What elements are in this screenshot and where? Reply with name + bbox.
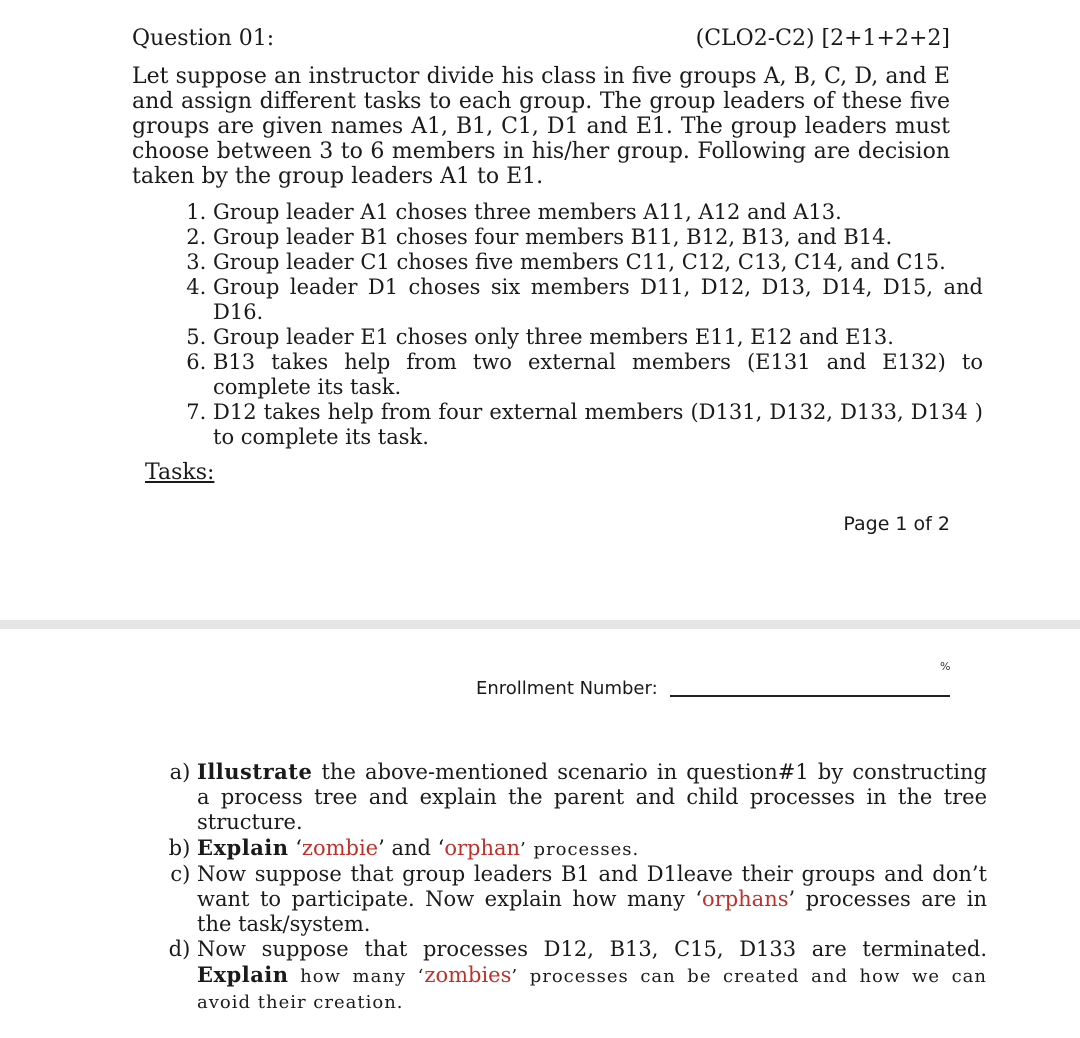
task-a-text: the above-mentioned scenario in question#1 by constructing a process tree and explain the parent and child processes in the tree structure. <box>197 760 987 834</box>
question-header <box>132 26 950 51</box>
task-d <box>197 937 987 1015</box>
task-b-quote: ‘ <box>288 836 302 860</box>
question-intro: Let suppose an instructor divide his class in five groups A, B, C, D, and E and assign different tasks to each group. The group leaders of these five groups are given names A1, B1, C1, D1 and E1. The group leaders must choose between 3 to 6 members in his/her group. Following are decision taken by the group leaders A1 to E1. <box>132 64 950 189</box>
task-d-text: Now suppose that processes D12, B13, C15, D133 are terminated. <box>197 937 987 961</box>
enrollment-label: Enrollment Number: <box>476 678 658 699</box>
term-orphan: orphan <box>444 836 521 860</box>
page-2 <box>0 629 1080 1038</box>
question-marks: (CLO2-C2) [2+1+2+2] <box>695 26 950 51</box>
task-c-end: ’ processes are in the task/system. <box>197 887 987 936</box>
decision-item: 6. B13 takes help from two external members (E131 and E132) to complete its task. <box>213 350 983 400</box>
question-label: Question 01: <box>132 26 275 51</box>
task-b-mid: ’ and ‘ <box>378 836 445 860</box>
decision-list <box>180 200 983 450</box>
term-zombie: zombie <box>301 836 379 860</box>
corner-mark: % <box>940 660 951 673</box>
decision-item: 3. Group leader C1 choses five members C11, C12, C13, C14, and C15. <box>213 250 983 275</box>
task-list <box>160 759 987 1015</box>
tasks-heading: Tasks: <box>145 460 215 485</box>
decision-item: 4. Group leader D1 choses six members D11, D12, D13, D14, D15, and D16. <box>213 275 983 325</box>
decision-item: 2. Group leader B1 choses four members B11, B12, B13, and B14. <box>213 225 983 250</box>
task-a <box>197 759 987 835</box>
task-a-lead: Illustrate <box>197 759 313 784</box>
enrollment-input-line <box>670 695 950 697</box>
decision-item: 5. Group leader E1 choses only three members E11, E12 and E13. <box>213 325 983 350</box>
task-b-end: ’ processes. <box>520 839 640 860</box>
task-c <box>197 862 987 937</box>
term-zombies: zombies <box>424 963 512 987</box>
task-d-pre: how many ‘ <box>288 966 425 987</box>
term-orphans: orphans <box>702 887 789 911</box>
decision-item: 1. Group leader A1 choses three members A11, A12 and A13. <box>213 200 983 225</box>
task-b <box>197 835 987 862</box>
task-d-lead: Explain <box>197 962 289 987</box>
task-b-lead: Explain <box>197 835 289 860</box>
page-divider <box>0 620 1080 629</box>
decision-item: 7. D12 takes help from four external members (D131, D132, D133, D134 ) to complete its task. <box>213 400 983 450</box>
task-c-text: Now suppose that group leaders B1 and D1leave their groups and don’t want to participate. Now explain how many ‘ <box>197 862 987 911</box>
task-d-end: ’ processes can be created and how we can avoid their creation. <box>197 966 987 1013</box>
page-number: Page 1 of 2 <box>843 513 950 535</box>
